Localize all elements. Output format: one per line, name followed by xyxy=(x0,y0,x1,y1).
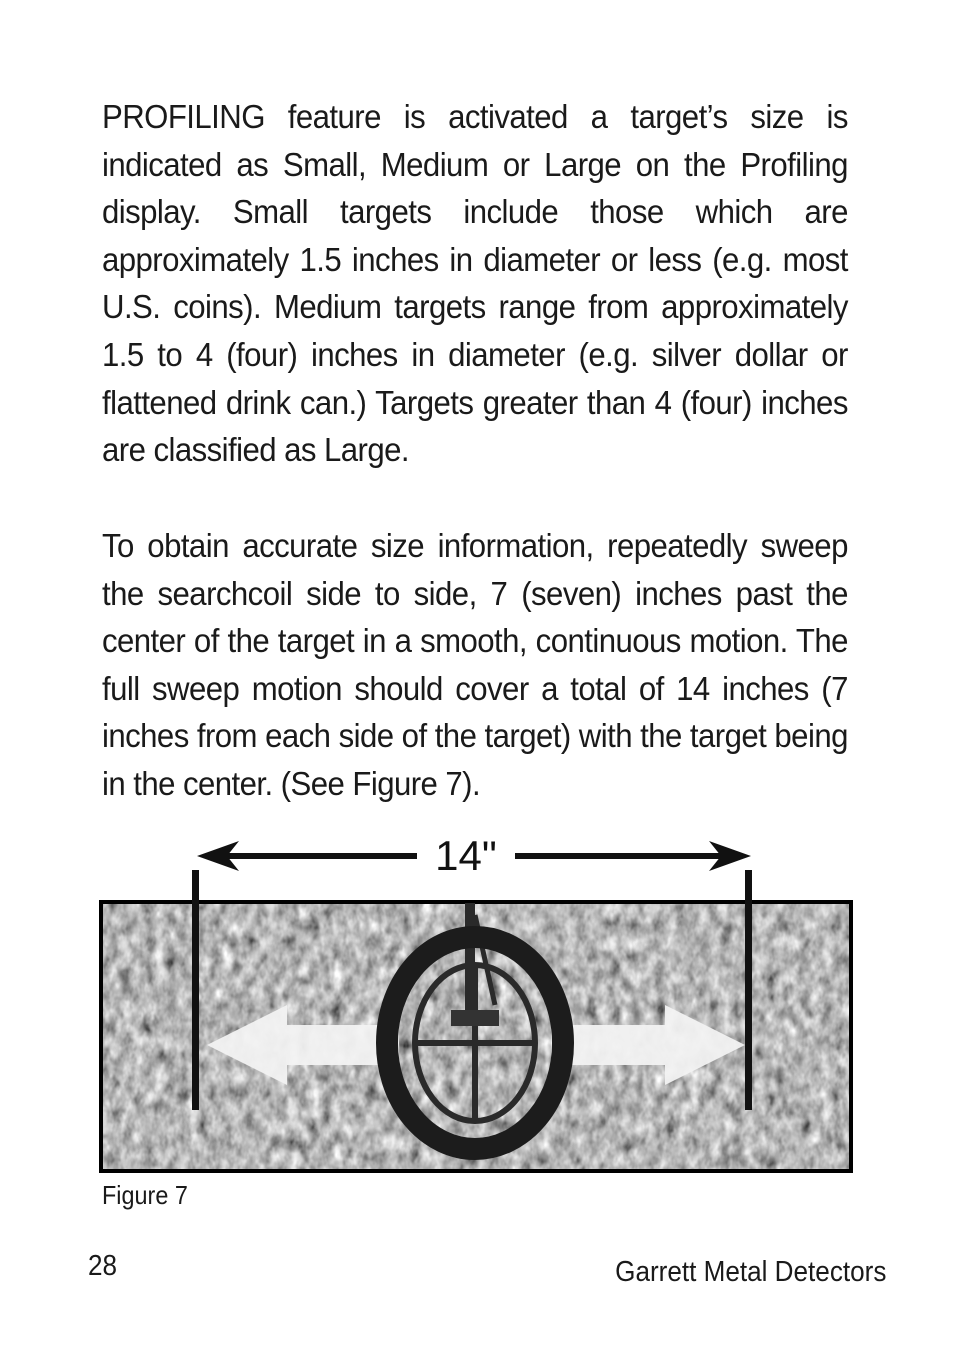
page-number: 28 xyxy=(88,1250,118,1282)
paragraph-profiling-size: PROFILING feature is activated a target’s size is indicated as Small, Medium or Large on the Profiling display. Small targets include those which are approximately 1.5 inches in diameter or less (e.g. most U.S. coins). Medium targets range from approximately 1.5 to 4 (four) inches in diameter (e.g. silver dollar or flattened drink can.) Targets greater than 4 (four) inches are classified as Large. xyxy=(102,99,848,470)
dimension-line xyxy=(197,835,751,879)
dimension-label: 14" xyxy=(435,835,497,879)
sweep-boundary-right xyxy=(745,870,752,1110)
footer-brand: Garrett Metal Detectors xyxy=(614,1256,886,1288)
figure-7-sweep-diagram xyxy=(99,835,853,1175)
figure-caption: Figure 7 xyxy=(102,1180,188,1210)
paragraph-sweep-instructions: To obtain accurate size information, repeatedly sweep the searchcoil side to side, 7 (seven) inches past the center of the target in a smooth, continuous motion. The full sweep motion should cover a total of 14 inches (7 inches from each side of the target) with the target being in the center. (See Figure 7). xyxy=(102,528,848,803)
sweep-boundary-left xyxy=(192,870,199,1110)
grass-photo xyxy=(101,870,851,1171)
